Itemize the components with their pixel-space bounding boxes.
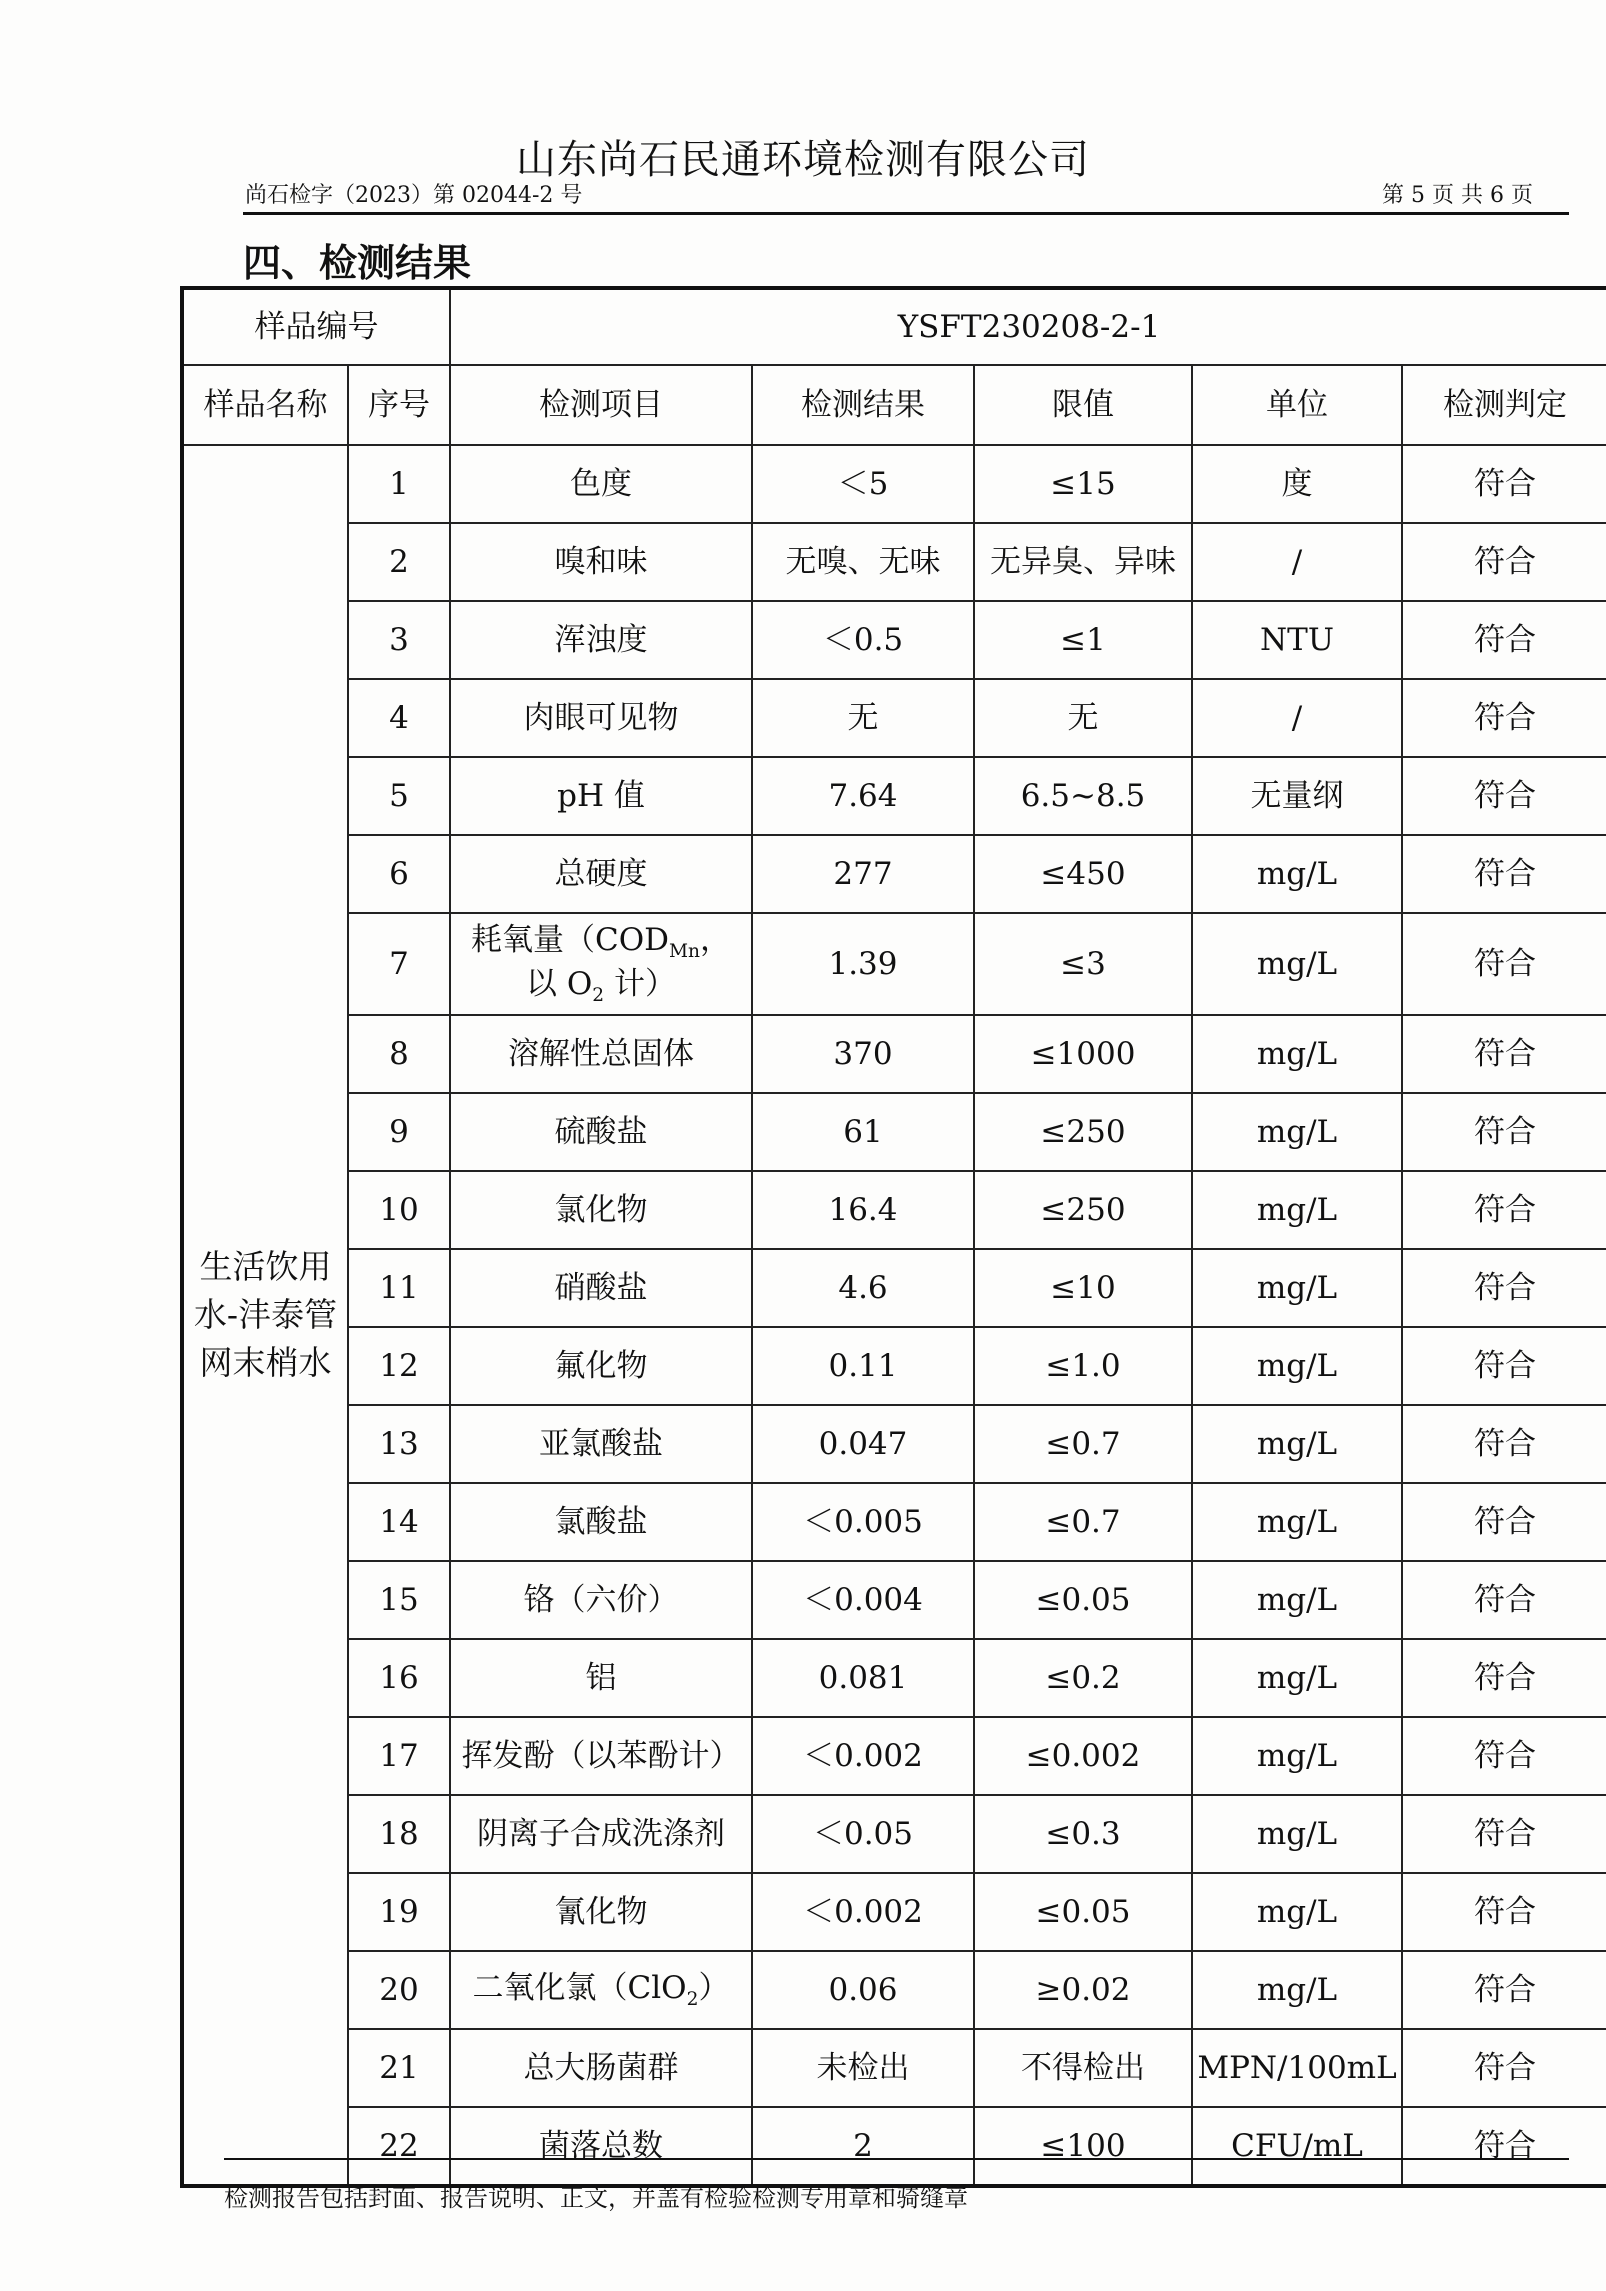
row-judge: 符合: [1402, 1093, 1606, 1171]
table-row: [182, 2029, 1606, 2107]
row-unit: mg/L: [1192, 835, 1402, 913]
row-result: 4.6: [752, 1249, 974, 1327]
row-no: 20: [348, 1951, 450, 2029]
row-judge: 符合: [1402, 2107, 1606, 2186]
row-result: 0.06: [752, 1951, 974, 2029]
header-rule: [243, 212, 1569, 215]
row-no: 2: [348, 523, 450, 601]
row-result: ＜0.005: [752, 1483, 974, 1561]
table-row: [182, 1951, 1606, 2029]
row-item-sub2: 2: [592, 985, 605, 1007]
row-no: 6: [348, 835, 450, 913]
row-unit: mg/L: [1192, 1639, 1402, 1717]
row-no: 9: [348, 1093, 450, 1171]
row-unit: mg/L: [1192, 1717, 1402, 1795]
col-header-result: 检测结果: [752, 365, 974, 445]
row-item: 嗅和味: [450, 523, 752, 601]
row-unit: /: [1192, 523, 1402, 601]
row-unit: mg/L: [1192, 913, 1402, 1015]
table-row: [182, 1795, 1606, 1873]
row-result: 1.39: [752, 913, 974, 1015]
row-item: 硝酸盐: [450, 1249, 752, 1327]
row-limit: ≤250: [974, 1171, 1192, 1249]
row-no: 18: [348, 1795, 450, 1873]
table-row: [182, 2107, 1606, 2186]
sample-number-value: YSFT230208-2-1: [450, 288, 1606, 365]
row-judge: 符合: [1402, 913, 1606, 1015]
column-header-row: [182, 365, 1606, 445]
row-item: 浑浊度: [450, 601, 752, 679]
row-limit: ≤0.05: [974, 1561, 1192, 1639]
row-judge: 符合: [1402, 1561, 1606, 1639]
row-result: 0.047: [752, 1405, 974, 1483]
row-no: 10: [348, 1171, 450, 1249]
row-unit: 无量纲: [1192, 757, 1402, 835]
row-limit: ≤10: [974, 1249, 1192, 1327]
table-row: [182, 1171, 1606, 1249]
footer-rule: [224, 2158, 1569, 2160]
row-limit: ≤1.0: [974, 1327, 1192, 1405]
footer-note: 检测报告包括封面、报告说明、正文，并盖有检验检测专用章和骑缝章: [224, 2184, 968, 2212]
sample-number-row: [182, 288, 1606, 365]
table-row: [182, 1873, 1606, 1951]
company-name: 山东尚石民通环境检测有限公司: [516, 137, 1090, 183]
row-item-main: 二氧化氯（ClO: [472, 1969, 687, 2006]
row-unit: mg/L: [1192, 1249, 1402, 1327]
table-row: [182, 913, 1606, 1015]
row-result: 无: [752, 679, 974, 757]
row-limit: 6.5~8.5: [974, 757, 1192, 835]
row-result: 0.11: [752, 1327, 974, 1405]
row-judge: 符合: [1402, 2029, 1606, 2107]
table-row: [182, 1405, 1606, 1483]
row-item: 氰化物: [450, 1873, 752, 1951]
row-result: 61: [752, 1093, 974, 1171]
row-item: 铬（六价）: [450, 1561, 752, 1639]
row-result: 0.081: [752, 1639, 974, 1717]
row-result: 7.64: [752, 757, 974, 835]
row-item-tail: ）: [698, 1969, 730, 2006]
row-unit: mg/L: [1192, 1015, 1402, 1093]
table-row: [182, 1327, 1606, 1405]
row-judge: 符合: [1402, 1951, 1606, 2029]
row-no: 22: [348, 2107, 450, 2186]
row-result: ＜0.004: [752, 1561, 974, 1639]
row-limit: ≤0.7: [974, 1405, 1192, 1483]
row-judge: 符合: [1402, 1483, 1606, 1561]
row-limit: 无: [974, 679, 1192, 757]
row-item: 菌落总数: [450, 2107, 752, 2186]
col-header-sample-name: 样品名称: [182, 365, 348, 445]
row-item: 铝: [450, 1639, 752, 1717]
row-result: 277: [752, 835, 974, 913]
table-row: [182, 1717, 1606, 1795]
row-no: 5: [348, 757, 450, 835]
row-limit: ≤0.2: [974, 1639, 1192, 1717]
row-no: 15: [348, 1561, 450, 1639]
row-unit: mg/L: [1192, 1873, 1402, 1951]
row-limit: ≥0.02: [974, 1951, 1192, 2029]
row-no: 19: [348, 1873, 450, 1951]
row-no: 21: [348, 2029, 450, 2107]
row-unit: mg/L: [1192, 1483, 1402, 1561]
row-limit: ≤15: [974, 445, 1192, 523]
row-unit: mg/L: [1192, 1405, 1402, 1483]
row-item: 氯酸盐: [450, 1483, 752, 1561]
row-item: 氯化物: [450, 1171, 752, 1249]
row-judge: 符合: [1402, 1405, 1606, 1483]
table-row: [182, 1015, 1606, 1093]
table-row: [182, 679, 1606, 757]
row-judge: 符合: [1402, 1171, 1606, 1249]
table-row: [182, 1639, 1606, 1717]
row-limit: ≤1: [974, 601, 1192, 679]
sample-name-cell: 生活饮用水-沣泰管网末梢水: [182, 445, 348, 2186]
row-item: 溶解性总固体: [450, 1015, 752, 1093]
row-result: ＜0.002: [752, 1873, 974, 1951]
row-no: 14: [348, 1483, 450, 1561]
row-unit: mg/L: [1192, 1795, 1402, 1873]
results-table: [180, 286, 1606, 2164]
row-judge: 符合: [1402, 1873, 1606, 1951]
row-no: 1: [348, 445, 450, 523]
row-unit: /: [1192, 679, 1402, 757]
row-item-sub: 2: [686, 1989, 699, 2010]
page-number: 第 5 页 共 6 页: [1382, 183, 1533, 208]
col-header-item: 检测项目: [450, 365, 752, 445]
row-no: 13: [348, 1405, 450, 1483]
table-row: [182, 1093, 1606, 1171]
row-judge: 符合: [1402, 1795, 1606, 1873]
row-unit: NTU: [1192, 601, 1402, 679]
row-unit: MPN/100mL: [1192, 2029, 1402, 2107]
sample-number-label: 样品编号: [182, 288, 450, 365]
table-row: [182, 601, 1606, 679]
row-limit: ≤0.7: [974, 1483, 1192, 1561]
table-row: [182, 757, 1606, 835]
row-judge: 符合: [1402, 1717, 1606, 1795]
row-item: 挥发酚（以苯酚计）: [450, 1717, 752, 1795]
document-number: 尚石检字（2023）第 02044-2 号: [245, 183, 583, 208]
col-header-unit: 单位: [1192, 365, 1402, 445]
row-item-tail1: ，: [700, 921, 731, 958]
row-item: 色度: [450, 445, 752, 523]
row-judge: 符合: [1402, 1639, 1606, 1717]
row-no: 8: [348, 1015, 450, 1093]
row-item: 总硬度: [450, 835, 752, 913]
row-result: 370: [752, 1015, 974, 1093]
row-result: ＜0.05: [752, 1795, 974, 1873]
row-limit: ≤250: [974, 1093, 1192, 1171]
row-no: 4: [348, 679, 450, 757]
row-judge: 符合: [1402, 835, 1606, 913]
section-title: 四、检测结果: [243, 240, 472, 285]
row-judge: 符合: [1402, 1327, 1606, 1405]
table-row: [182, 1561, 1606, 1639]
row-item: 总大肠菌群: [450, 2029, 752, 2107]
row-unit: mg/L: [1192, 1951, 1402, 2029]
row-judge: 符合: [1402, 523, 1606, 601]
row-unit: mg/L: [1192, 1327, 1402, 1405]
row-judge: 符合: [1402, 445, 1606, 523]
row-judge: 符合: [1402, 1015, 1606, 1093]
table-row: [182, 523, 1606, 601]
row-limit: 不得检出: [974, 2029, 1192, 2107]
row-item-line2: 以 O: [526, 966, 593, 1002]
row-judge: 符合: [1402, 757, 1606, 835]
row-judge: 符合: [1402, 601, 1606, 679]
row-no: 16: [348, 1639, 450, 1717]
row-result: 无嗅、无味: [752, 523, 974, 601]
row-item-line1: 耗氧量（COD: [470, 921, 669, 958]
row-limit: 无异臭、异味: [974, 523, 1192, 601]
row-limit: ≤1000: [974, 1015, 1192, 1093]
row-item: 氟化物: [450, 1327, 752, 1405]
row-judge: 符合: [1402, 1249, 1606, 1327]
row-result: ＜0.5: [752, 601, 974, 679]
table-row: [182, 445, 1606, 523]
row-limit: ≤100: [974, 2107, 1192, 2186]
row-no: 3: [348, 601, 450, 679]
row-judge: 符合: [1402, 679, 1606, 757]
row-item: 硫酸盐: [450, 1093, 752, 1171]
row-limit: ≤0.002: [974, 1717, 1192, 1795]
row-limit: ≤0.05: [974, 1873, 1192, 1951]
row-result: 16.4: [752, 1171, 974, 1249]
row-result: 2: [752, 2107, 974, 2186]
row-unit: mg/L: [1192, 1093, 1402, 1171]
row-result: ＜5: [752, 445, 974, 523]
row-no: 11: [348, 1249, 450, 1327]
row-item-sub1: Mn: [668, 940, 700, 962]
row-limit: ≤450: [974, 835, 1192, 913]
row-limit: ≤0.3: [974, 1795, 1192, 1873]
table-row: [182, 835, 1606, 913]
row-result: 未检出: [752, 2029, 974, 2107]
row-item: [450, 1951, 752, 2029]
table-row: [182, 1249, 1606, 1327]
col-header-judge: 检测判定: [1402, 365, 1606, 445]
row-unit: mg/L: [1192, 1171, 1402, 1249]
table-row: [182, 1483, 1606, 1561]
row-item: 亚氯酸盐: [450, 1405, 752, 1483]
row-unit: CFU/mL: [1192, 2107, 1402, 2186]
row-item: 阴离子合成洗涤剂: [450, 1795, 752, 1873]
col-header-no: 序号: [348, 365, 450, 445]
row-item: [450, 913, 752, 1015]
row-limit: ≤3: [974, 913, 1192, 1015]
row-unit: mg/L: [1192, 1561, 1402, 1639]
row-item-tail2: 计）: [604, 966, 676, 1002]
row-item: pH 值: [450, 757, 752, 835]
row-item: 肉眼可见物: [450, 679, 752, 757]
row-no: 12: [348, 1327, 450, 1405]
row-no: 7: [348, 913, 450, 1015]
row-no: 17: [348, 1717, 450, 1795]
col-header-limit: 限值: [974, 365, 1192, 445]
row-result: ＜0.002: [752, 1717, 974, 1795]
row-unit: 度: [1192, 445, 1402, 523]
